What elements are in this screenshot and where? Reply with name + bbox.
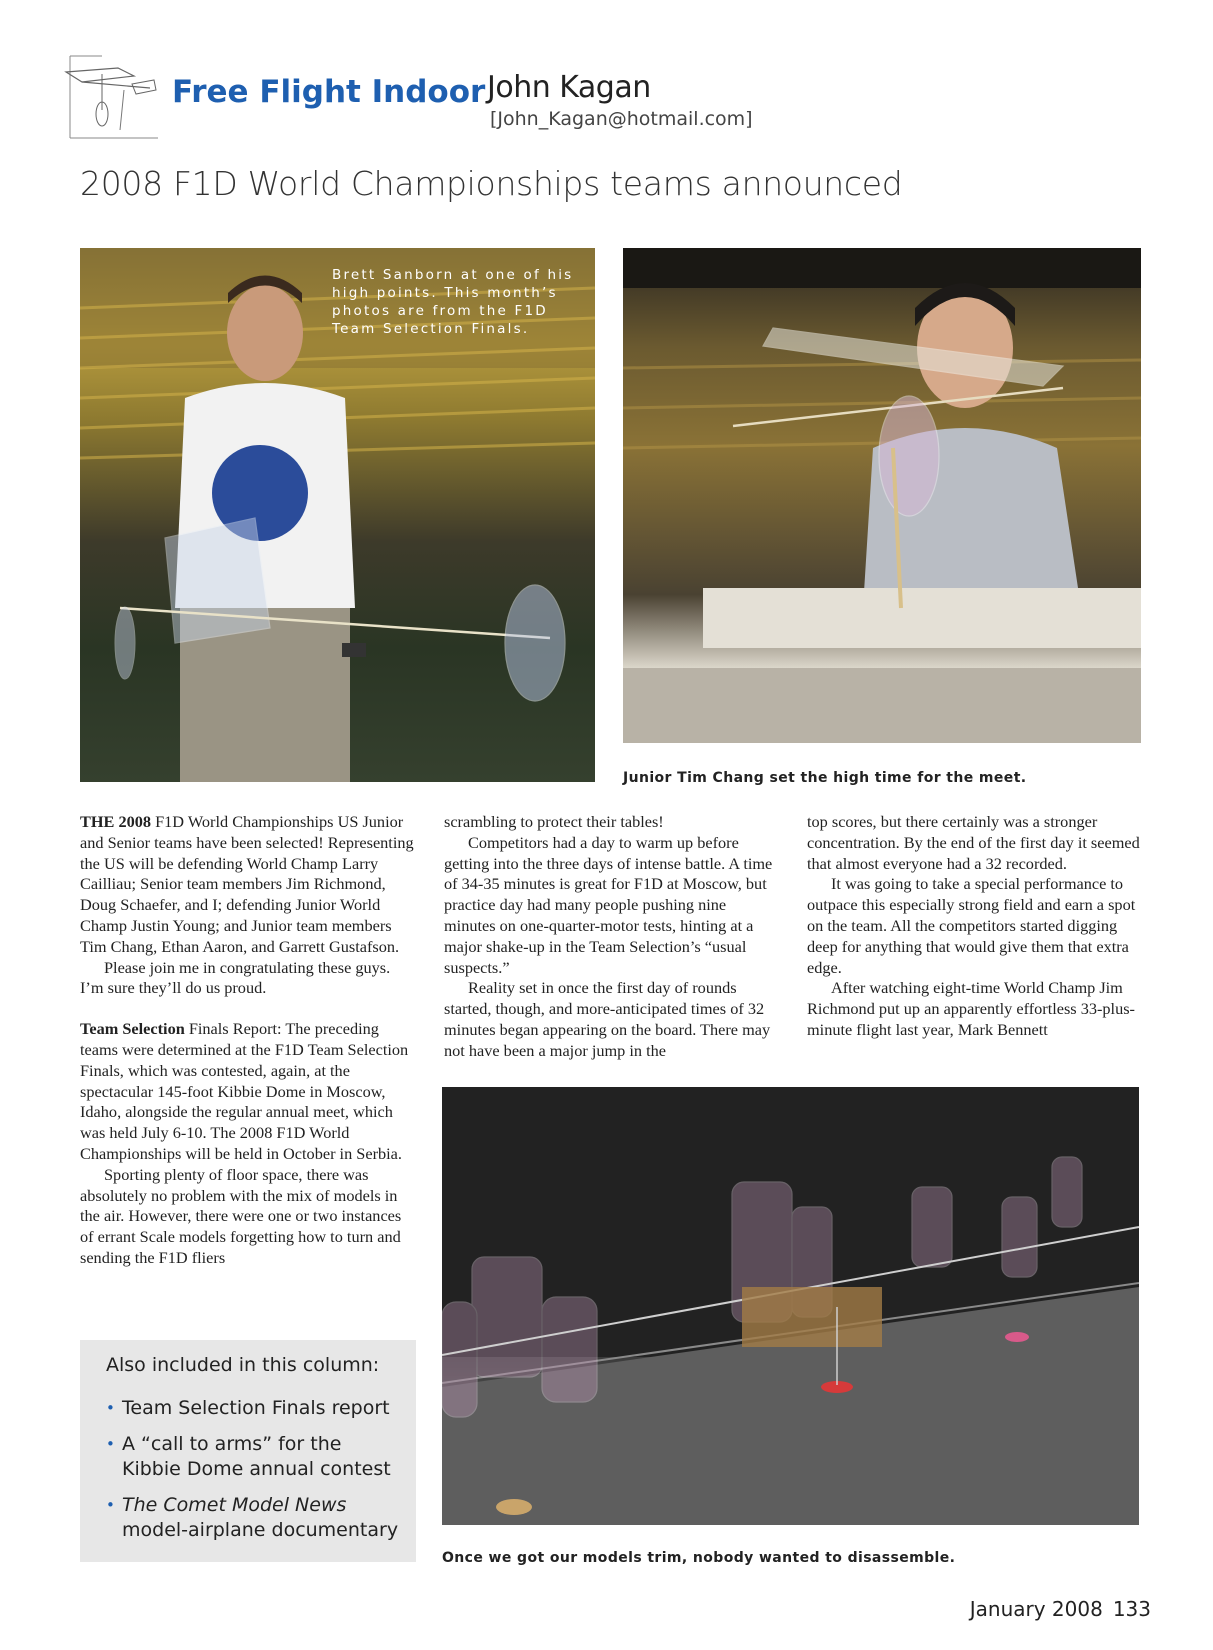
- author-name: John Kagan: [487, 70, 651, 105]
- issue-date: January 2008: [969, 1597, 1103, 1621]
- sidebar-item: [106, 1493, 406, 1543]
- paragraph-10: After watching eight-time World Champ Jim Richmond put up an apparently effortless 33-plus-minute flight last year, Mark Bennett: [807, 978, 1135, 1039]
- column-logo-airplane: [62, 54, 158, 140]
- photo-models-on-floor: [442, 1087, 1139, 1525]
- photo2-caption: Junior Tim Chang set the high time for the meet.: [623, 770, 1027, 786]
- paragraph-6: Competitors had a day to warm up before getting into the three days of intense battle. A time of 34-35 minutes is great for F1D at Moscow, but practice day had many people pushing nine minutes on one-quarter-motor tests, hinting at a major shake-up in the Team Selection’s “usual suspects.”: [444, 832, 773, 977]
- sidebar-list: [106, 1396, 406, 1554]
- sidebar-item: • Team Selection Finals report: [106, 1396, 406, 1421]
- paragraph-text: F1D World Championships US Junior and Senior teams have been selected! Representing the US will be defending World Champ Larry Cailliau; Senior team members Jim Richmond, Doug Schaefer, and I; defending Junior World Champ Justin Young; and Junior team members Tim Chang, Ethan Aaron, and Garrett Gustafson.: [80, 812, 414, 956]
- article-column-1: [80, 812, 415, 1269]
- paragraph-1: [80, 812, 415, 958]
- paragraph-lead: Team Selection: [80, 1019, 185, 1039]
- sidebar-item-italic: The Comet Model News: [122, 1494, 347, 1516]
- page-footer: [970, 1597, 1151, 1621]
- photo1-caption: Brett Sanborn at one of his high points. This month’s photos are from the F1D Team Selection Finals.: [332, 267, 574, 337]
- photo3-caption: Once we got our models trim, nobody wanted to disassemble.: [442, 1550, 956, 1566]
- paragraph-5: scrambling to protect their tables!: [444, 812, 664, 831]
- paragraph-7: Reality set in once the first day of rounds started, though, and more-anticipated times of 32 minutes began appearing on the board. There may not have been a major jump in the: [444, 978, 771, 1060]
- paragraph-8: top scores, but there certainly was a stronger concentration. By the end of the first day it seemed that almost everyone had a 32 recorded.: [807, 812, 1140, 873]
- article-headline: 2008 F1D World Championships teams announced: [80, 164, 903, 203]
- paragraph-2: Please join me in congratulating these guys. I’m sure they’ll do us proud.: [80, 957, 391, 998]
- sidebar-item-text: model-airplane documentary: [122, 1519, 399, 1541]
- article-column-3: [807, 812, 1143, 1041]
- sidebar-item: • A “call to arms” for the Kibbie Dome annual contest: [106, 1432, 406, 1482]
- paragraph-4: Sporting plenty of floor space, there was absolutely no problem with the mix of models in the air. However, there were one or two instances of errant Scale models forgetting how to turn and sending the F1D fliers: [80, 1164, 402, 1267]
- paragraph-lead: THE 2008: [80, 812, 152, 831]
- article-column-2: [444, 812, 780, 1062]
- author-email: [John_Kagan@hotmail.com]: [490, 108, 753, 130]
- paragraph-9: It was going to take a special performance to outpace this especially strong field and earn a spot on the team. All the competitors started digging deep for anything that would give them that extra edge.: [807, 874, 1136, 977]
- page-number: 133: [1112, 1597, 1151, 1621]
- sidebar-box: [80, 1340, 416, 1562]
- column-name: Free Flight Indoor: [172, 74, 486, 110]
- sidebar-title: Also included in this column:: [106, 1354, 380, 1376]
- paragraph-3: [80, 1019, 415, 1165]
- photo-tim-chang: [623, 248, 1141, 743]
- paragraph-text: Finals Report: The preceding teams were determined at the F1D Team Selection Finals, which was contested, again, at the spectacular 145-foot Kibbie Dome in Moscow, Idaho, alongside the regular annual meet, which was held July 6-10. The 2008 F1D World Championships will be held in October in Serbia.: [80, 1019, 409, 1163]
